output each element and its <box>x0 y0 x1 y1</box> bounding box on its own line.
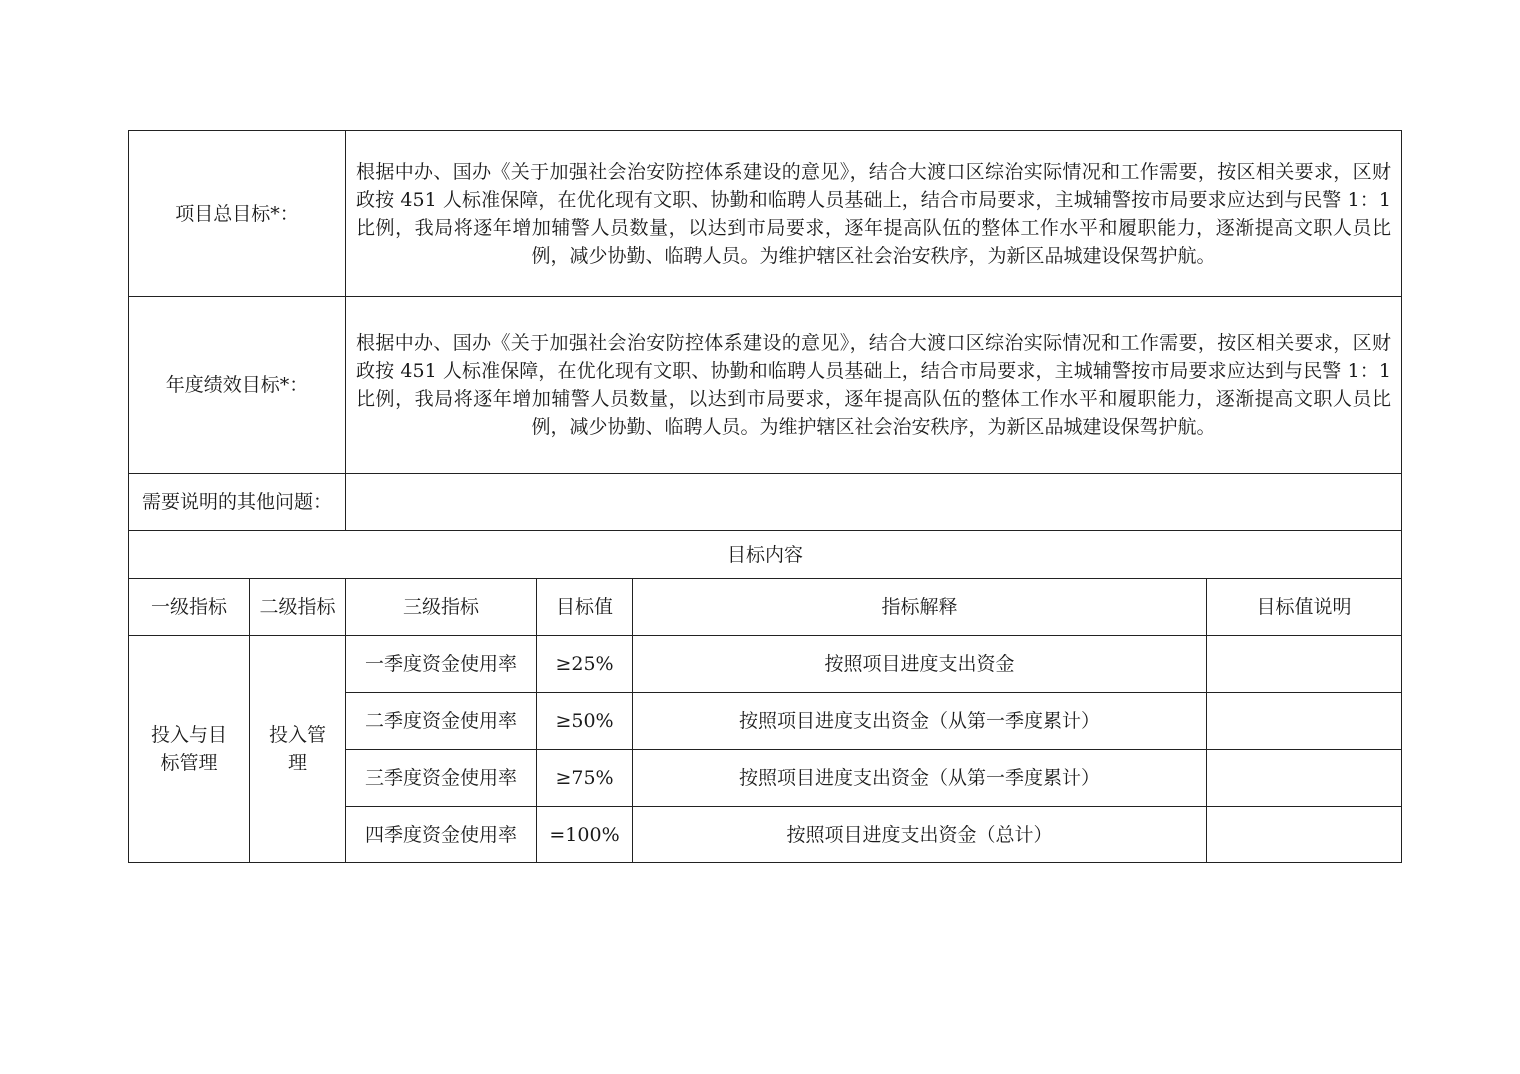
header-target-note: 目标值说明 <box>1207 579 1402 636</box>
target-note-cell <box>1207 807 1402 863</box>
annual-goal-text: 根据中办、国办《关于加强社会治安防控体系建设的意见》，结合大渡口区综治实际情况和工作需要，按区相关要求，区财政按 451 人标准保障，在优化现有文职、协勤和临聘人员基础上，结合市局要求，主城辅警按市局要求应达到与民警 1：1 比例，我局将逐年增加辅警人员数量，以达到市局要求，逐年提高队伍的整体工作水平和履职能力，逐渐提高文职人员比例，减少协勤、临聘人员。为维护辖区社会治安秩序，为新区品城建设保驾护航。 <box>346 297 1402 474</box>
explanation-cell: 按照项目进度支出资金（从第一季度累计） <box>633 693 1207 750</box>
header-level1: 一级指标 <box>129 579 250 636</box>
target-value-cell: ≥75% <box>537 750 633 807</box>
target-note-cell <box>1207 750 1402 807</box>
target-value-cell: ≥50% <box>537 693 633 750</box>
header-explanation: 指标解释 <box>633 579 1207 636</box>
explanation-cell: 按照项目进度支出资金 <box>633 636 1207 693</box>
other-issues-text <box>346 474 1402 531</box>
target-value-cell: =100% <box>537 807 633 863</box>
explanation-cell: 按照项目进度支出资金（从第一季度累计） <box>633 750 1207 807</box>
level1-indicator-cell: 投入与目标管理 <box>129 636 250 863</box>
section-title: 目标内容 <box>129 531 1402 579</box>
level3-indicator-cell: 三季度资金使用率 <box>346 750 537 807</box>
target-note-cell <box>1207 636 1402 693</box>
other-issues-row <box>129 474 1402 531</box>
level2-indicator-cell: 投入管理 <box>250 636 346 863</box>
table-row <box>129 636 1402 693</box>
level3-indicator-cell: 一季度资金使用率 <box>346 636 537 693</box>
annual-goal-row <box>129 297 1402 474</box>
level3-indicator-cell: 四季度资金使用率 <box>346 807 537 863</box>
header-level3: 三级指标 <box>346 579 537 636</box>
header-target: 目标值 <box>537 579 633 636</box>
annual-goal-label: 年度绩效目标*： <box>129 297 346 474</box>
explanation-cell: 按照项目进度支出资金（总计） <box>633 807 1207 863</box>
section-title-row <box>129 531 1402 579</box>
performance-target-table <box>128 130 1402 863</box>
project-goal-text: 根据中办、国办《关于加强社会治安防控体系建设的意见》，结合大渡口区综治实际情况和工作需要，按区相关要求，区财政按 451 人标准保障，在优化现有文职、协勤和临聘人员基础上，结合市局要求，主城辅警按市局要求应达到与民警 1：1 比例，我局将逐年增加辅警人员数量，以达到市局要求，逐年提高队伍的整体工作水平和履职能力，逐渐提高文职人员比例，减少协勤、临聘人员。为维护辖区社会治安秩序，为新区品城建设保驾护航。 <box>346 131 1402 297</box>
target-note-cell <box>1207 693 1402 750</box>
header-level2: 二级指标 <box>250 579 346 636</box>
other-issues-label: 需要说明的其他问题： <box>129 474 346 531</box>
level3-indicator-cell: 二季度资金使用率 <box>346 693 537 750</box>
target-value-cell: ≥25% <box>537 636 633 693</box>
project-goal-label: 项目总目标*： <box>129 131 346 297</box>
project-goal-row <box>129 131 1402 297</box>
header-row <box>129 579 1402 636</box>
